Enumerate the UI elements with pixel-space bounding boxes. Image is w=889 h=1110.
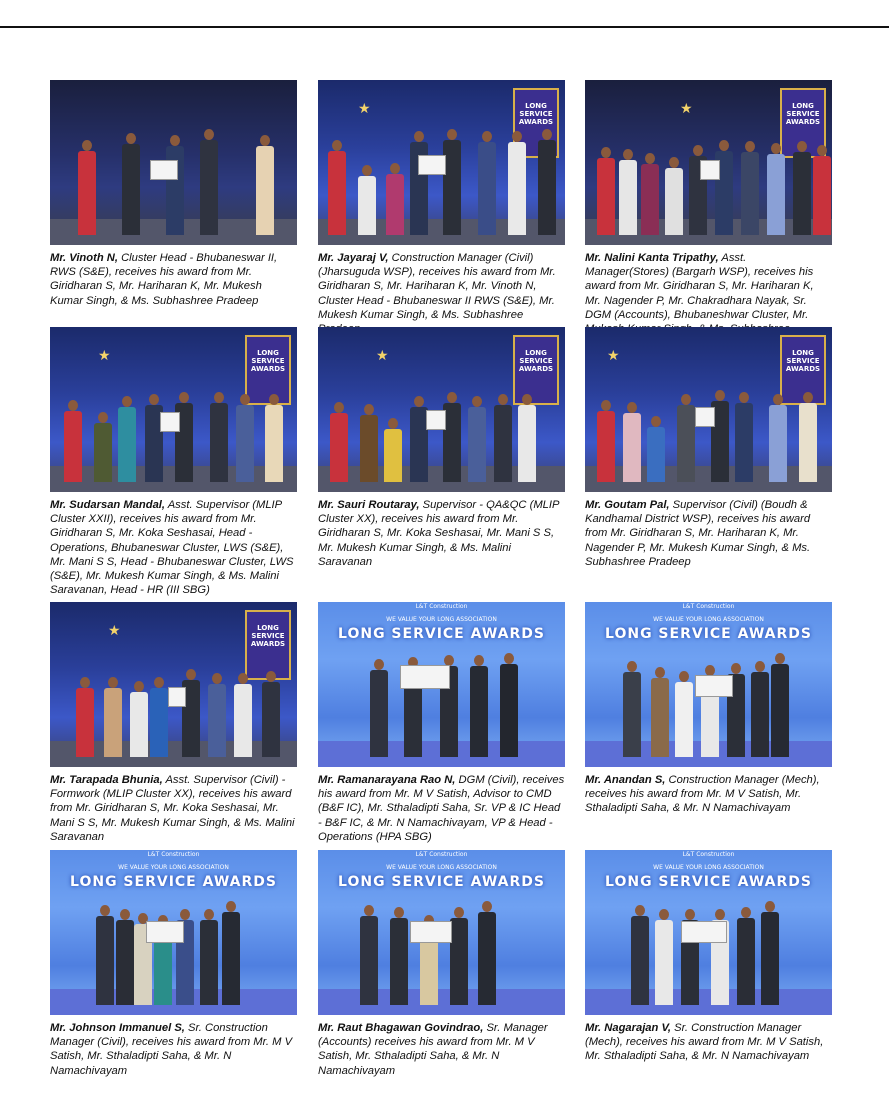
award-caption: [585, 498, 832, 569]
awardee-name: Mr. Raut Bhagawan Govindrao,: [318, 1022, 484, 1034]
award-card: [50, 850, 297, 1078]
company-logo: L&T Construction: [147, 851, 200, 858]
banner-headline: LONG SERVICE AWARDS: [605, 874, 812, 890]
awardee-name: Mr. Nalini Kanta Tripathy,: [585, 252, 719, 264]
award-caption: [50, 251, 297, 308]
award-caption: [50, 1021, 297, 1078]
award-description: Supervisor - QA&QC (MLIP Cluster XX), receives his award from Mr. Giridharan S, Mr. Koka Seshasai, Mr. Mani S S, Mr. Mukesh Kumar Singh, & Ms. Malini Saravanan: [318, 499, 560, 568]
award-photo: [50, 80, 297, 245]
award-card: [50, 80, 297, 308]
banner-headline: LONG SERVICE AWARDS: [338, 874, 545, 890]
star-icon: ★: [108, 622, 121, 638]
top-rule: [0, 26, 889, 28]
banner-subline: WE VALUE YOUR LONG ASSOCIATION: [386, 616, 497, 623]
company-logo: L&T Construction: [415, 603, 468, 610]
award-photo: [585, 602, 832, 767]
star-icon: ★: [358, 100, 371, 116]
award-description: Sr. Construction Manager (Mech), receives his award from Mr. M V Satish, Mr. Sthaladipti Saha, & Mr. N Namachivayam: [585, 1022, 824, 1063]
awardee-name: Mr. Sudarsan Mandal,: [50, 499, 166, 511]
star-icon: ★: [376, 347, 389, 363]
awardee-name: Mr. Ramanarayana Rao N,: [318, 774, 456, 786]
star-icon: ★: [680, 100, 693, 116]
award-description: Asst. Supervisor (Civil) - Formwork (MLIP Cluster XX), receives his award from Mr. Giridharan S, Mr. Koka Seshasai, Mr. Mani S S, Mr. Mukesh Kumar Singh, & Ms. Malini Saravanan: [50, 774, 295, 843]
awardee-name: Mr. Anandan S,: [585, 774, 666, 786]
awardee-name: Mr. Vinoth N,: [50, 252, 118, 264]
award-description: Supervisor (Civil) (Boudh & Kandhamal District WSP), receives his award from Mr. Giridharan S, Mr. Hariharan K, Mr. Nagender P, Mr. Mukesh Kumar Singh, & Ms. Subhashree Pradeep: [585, 499, 811, 568]
awardee-name: Mr. Tarapada Bhunia,: [50, 774, 163, 786]
award-description: DGM (Civil), receives his award from Mr. M V Satish, Advisor to CMD (B&F IC), Mr. Sthaladipti Saha, Sr. VP & IC Head - B&F IC, & Mr. N Namachivayam, VP & Head - Operations (HPA SBG): [318, 774, 565, 843]
award-description: Sr. Construction Manager (Civil), receives his award from Mr. M V Satish, Mr. Sthaladipti Saha, & Mr. N Namachivayam: [50, 1022, 293, 1077]
award-caption: [318, 1021, 565, 1078]
awardee-name: Mr. Sauri Routaray,: [318, 499, 420, 511]
award-description: Construction Manager (Mech), receives his award from Mr. M V Satish, Mr. Sthaladipti Saha, & Mr. N Namachivayam: [585, 774, 820, 815]
award-card: [318, 80, 565, 336]
award-photo: [50, 850, 297, 1015]
banner-subline: WE VALUE YOUR LONG ASSOCIATION: [386, 864, 497, 871]
award-photo: [50, 602, 297, 767]
award-caption: [318, 773, 565, 844]
award-description: Asst. Manager(Stores) (Bargarh WSP), receives his award from Mr. Giridharan S, Mr. Hariharan K, Mr. Nagender P, Mr. Chakradhara Nayak, Sr. DGM (Accounts), Bhubaneshwar Cluster, Mr.: [585, 252, 814, 321]
banner-text: LONG SERVICE AWARDS: [250, 624, 286, 648]
banner-text: LONG SERVICE AWARDS: [785, 349, 821, 373]
award-caption: [585, 1021, 832, 1064]
banner-headline: LONG SERVICE AWARDS: [338, 626, 545, 642]
award-card: [318, 602, 565, 844]
award-card: [318, 327, 565, 569]
company-logo: L&T Construction: [415, 851, 468, 858]
award-card: [585, 327, 832, 569]
awardee-name: Mr. Jayaraj V,: [318, 252, 389, 264]
star-icon: ★: [98, 347, 111, 363]
award-description: Asst. Supervisor (MLIP Cluster XXII), receives his award from Mr. Giridharan S, Mr. Koka Seshasai, Head - Operations, Bhubaneswar Cluster, LWS (S&E), Mr. Mani S S, Head - Bhubaneswar Cluster, LWS (S&E), Mr. Mukesh Kumar Singh, & Ms. Malini Saravanan, Head - HR (III SBG): [50, 499, 294, 597]
company-logo: L&T Construction: [682, 603, 735, 610]
award-description: Cluster Head - Bhubaneswar II, RWS (S&E), receives his award from Mr. Giridharan S, Mr. Hariharan K, Mr. Mukesh Kumar Singh, & Ms. Subhashree Pradeep: [50, 252, 278, 307]
banner-subline: WE VALUE YOUR LONG ASSOCIATION: [653, 864, 764, 871]
award-photo: [585, 327, 832, 492]
awardee-name: Mr. Johnson Immanuel S,: [50, 1022, 185, 1034]
award-caption: [50, 773, 297, 844]
award-caption: [585, 773, 832, 816]
banner-headline: LONG SERVICE AWARDS: [70, 874, 277, 890]
award-description: Construction Manager (Civil) (Jharsuguda WSP), receives his award from Mr. Giridharan S, Mr. Hariharan K, Mr. Vinoth N, Cluster Head - Bhubaneswar II RWS (S&E), Mr. Mukesh Kumar Singh, & Ms. Subhashree: [318, 252, 556, 321]
awardee-name: Mr. Goutam Pal,: [585, 499, 670, 511]
award-photo: [318, 327, 565, 492]
banner-text: LONG SERVICE AWARDS: [250, 349, 286, 373]
banner-text: LONG SERVICE AWARDS: [518, 102, 554, 126]
banner-subline: WE VALUE YOUR LONG ASSOCIATION: [653, 616, 764, 623]
award-photo: [318, 850, 565, 1015]
star-icon: ★: [607, 347, 620, 363]
company-logo: L&T Construction: [682, 851, 735, 858]
award-photo: [318, 80, 565, 245]
award-card: [585, 602, 832, 816]
award-card: [50, 602, 297, 844]
banner-subline: WE VALUE YOUR LONG ASSOCIATION: [118, 864, 229, 871]
award-photo: [318, 602, 565, 767]
award-description: Sr. Manager (Accounts) receives his award from Mr. M V Satish, Mr. Sthaladipti Saha, & Mr. N Namachivayam: [318, 1022, 548, 1077]
banner-headline: LONG SERVICE AWARDS: [605, 626, 812, 642]
award-caption: [50, 498, 297, 597]
award-card: [585, 850, 832, 1064]
award-photo: [585, 850, 832, 1015]
awardee-name: Mr. Nagarajan V,: [585, 1022, 672, 1034]
award-caption: [318, 251, 565, 336]
award-photo: [585, 80, 832, 245]
award-card: [585, 80, 832, 350]
banner-text: LONG SERVICE AWARDS: [518, 349, 554, 373]
award-card: [50, 327, 297, 597]
banner-text: LONG SERVICE AWARDS: [785, 102, 821, 126]
award-photo: [50, 327, 297, 492]
award-caption: [318, 498, 565, 569]
award-card: [318, 850, 565, 1078]
